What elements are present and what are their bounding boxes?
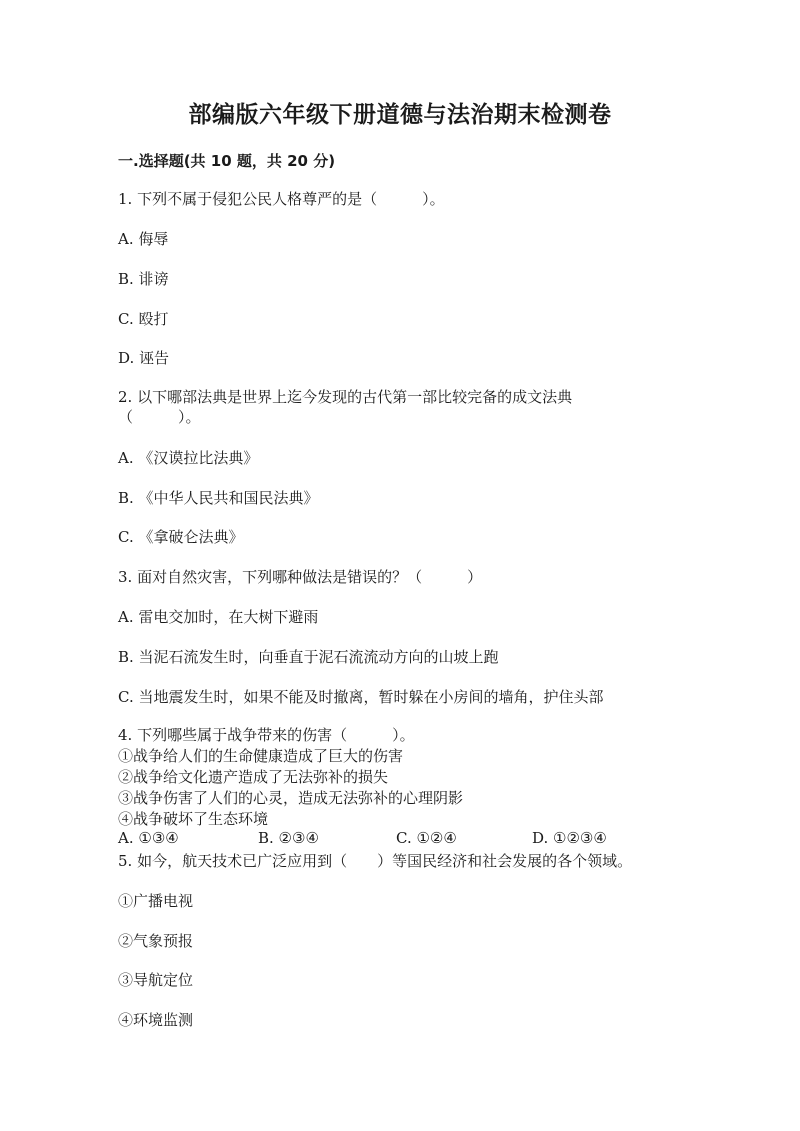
question-3-option-a: A. 雷电交加时，在大树下避雨 [118, 608, 319, 626]
question-1-option-c: C. 殴打 [118, 310, 169, 328]
question-3-stem: 3. 面对自然灾害，下列哪种做法是错误的？（ ） [118, 568, 483, 586]
question-4-options [118, 829, 678, 849]
question-4-stem: 4. 下列哪些属于战争带来的伤害（ ）。 [118, 726, 415, 744]
section-heading: 一.选择题(共 10 题，共 20 分) [118, 152, 336, 170]
question-2-option-a: A. 《汉谟拉比法典》 [118, 449, 259, 467]
question-1-stem: 1. 下列不属于侵犯公民人格尊严的是（ ）。 [118, 190, 445, 208]
question-1-option-d: D. 诬告 [118, 349, 170, 367]
question-4-option-d: D. ①②③④ [532, 829, 607, 847]
question-2-option-b: B. 《中华人民共和国民法典》 [118, 489, 319, 507]
question-2-stem-line2: （ ）。 [118, 408, 201, 426]
question-5-item-3: ③导航定位 [118, 971, 194, 989]
question-1-option-a: A. 侮辱 [118, 230, 169, 248]
question-3-option-c: C. 当地震发生时，如果不能及时撤离，暂时躲在小房间的墙角，护住头部 [118, 688, 604, 706]
question-2-option-c: C. 《拿破仑法典》 [118, 528, 244, 546]
question-3-option-b: B. 当泥石流发生时，向垂直于泥石流流动方向的山坡上跑 [118, 648, 499, 666]
question-4-option-b: B. ②③④ [258, 829, 319, 847]
question-5-item-4: ④环境监测 [118, 1011, 194, 1029]
question-5-stem: 5. 如今，航天技术已广泛应用到（ ）等国民经济和社会发展的各个领域。 [118, 852, 633, 870]
question-4-item-1: ①战争给人们的生命健康造成了巨大的伤害 [118, 747, 404, 765]
question-4-item-2: ②战争给文化遗产造成了无法弥补的损失 [118, 768, 389, 786]
question-4-item-4: ④战争破坏了生态环境 [118, 810, 269, 828]
question-5-item-1: ①广播电视 [118, 892, 194, 910]
page-title: 部编版六年级下册道德与法治期末检测卷 [188, 102, 612, 128]
question-5-item-2: ②气象预报 [118, 932, 194, 950]
question-4-option-c: C. ①②④ [396, 829, 457, 847]
question-2-stem-line1: 2. 以下哪部法典是世界上迄今发现的古代第一部比较完备的成文法典 [118, 388, 573, 406]
question-4-item-3: ③战争伤害了人们的心灵，造成无法弥补的心理阴影 [118, 789, 464, 807]
question-1-option-b: B. 诽谤 [118, 270, 169, 288]
question-4-option-a: A. ①③④ [118, 829, 179, 847]
